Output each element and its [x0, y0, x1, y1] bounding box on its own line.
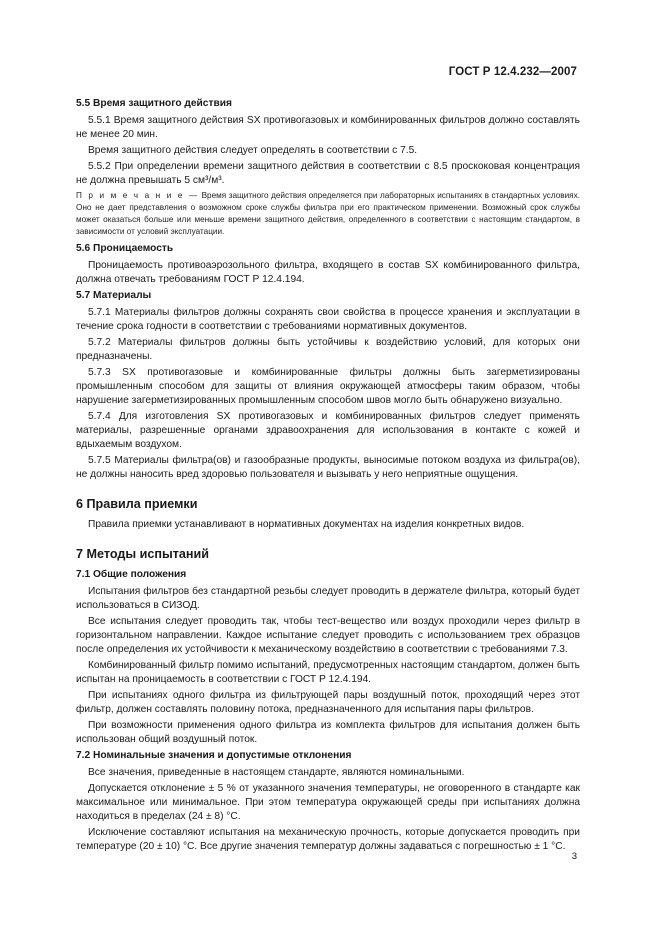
- heading-5-5: 5.5 Время защитного действия: [76, 98, 232, 109]
- heading-7: 7 Методы испытаний: [76, 547, 209, 561]
- document-id-header: ГОСТ Р 12.4.232—2007: [448, 66, 577, 78]
- paragraph-5-7-1: 5.7.1 Материалы фильтров должны сохранять свои свойства в процессе хранения и эксплуатации в течение срока годности в соответствии с требованиями нормативных документов.: [76, 307, 580, 332]
- paragraph-5-6: Проницаемость противоаэрозольного фильтра, входящего в состав SX комбинированного фильтра, должна отвечать требованиям ГОСТ Р 12.4.194.: [76, 260, 580, 285]
- paragraph-7-2-a: Все значения, приведенные в настоящем стандарте, являются номинальными.: [88, 767, 465, 778]
- note-label: П р и м е ч а н и е —: [76, 191, 200, 200]
- paragraph-7-1-b: Все испытания следует проводить так, чтобы тест-вещество или воздух проходили через фильтр в горизонтальном направлении. Каждое испытание следует проводить с использованием трех образцов после определения их устойчивости к механическому воздействию в соответствии с требованиями 7.3.: [76, 616, 580, 655]
- note-text: Время защитного действия определяется при лабораторных испытаниях в стандартных условиях. Оно не дает представления о возможном сроке службы фильтра при его практическом применении. Возможный срок службы может оказаться больше или меньше времени защитного действия, определенного в соответствии с настоящим стандартом, в зависимости от условий эксплуатации.: [76, 191, 580, 236]
- paragraph-7-1-d: При испытаниях одного фильтра из фильтрующей пары воздушный поток, проходящий через этот фильтр, должен составлять половину потока, предназначенного для испытания пары фильтров.: [76, 690, 580, 715]
- paragraph-7-2-c: Исключение составляют испытания на механическую прочность, которые допускается проводить при температуре (20 ± 10) °С. Все другие значения температур должны задаваться с погрешностью ± 1 °С.: [76, 827, 580, 852]
- paragraph-7-1-c: Комбинированный фильтр помимо испытаний, предусмотренных настоящим стандартом, должен быть испытан на проницаемость в соответствии с ГОСТ Р 12.4.194.: [76, 660, 580, 685]
- heading-7-2: 7.2 Номинальные значения и допустимые отклонения: [76, 750, 352, 761]
- heading-5-7: 5.7 Материалы: [76, 290, 152, 301]
- paragraph-5-5-1: 5.5.1 Время защитного действия SX противогазовых и комбинированных фильтров должно составлять не менее 20 мин.: [76, 115, 580, 140]
- paragraph-5-7-4: 5.7.4 Для изготовления SX противогазовых и комбинированных фильтров следует применять материалы, разрешенные органами здравоохранения для использования в контакте с кожей и вдыхаемым воздухом.: [76, 411, 580, 450]
- paragraph-7-1-a: Испытания фильтров без стандартной резьбы следует проводить в держателе фильтра, который будет использоваться в СИЗОД.: [76, 586, 580, 611]
- paragraph-5-7-2: 5.7.2 Материалы фильтров должны быть устойчивы к воздействию условий, для которых они предназначены.: [76, 337, 580, 362]
- paragraph-5-5-2: 5.5.2 При определении времени защитного действия в соответствии с 8.5 проскоковая концентрация не должна превышать 5 см³/м³.: [76, 161, 580, 186]
- heading-5-6: 5.6 Проницаемость: [76, 243, 174, 254]
- paragraph-5-7-3: 5.7.3 SX противогазовые и комбинированные фильтры должны быть загерметизированы промышленным способом для защиты от влияния окружающей атмосферы таким образом, чтобы нарушение загерметизированных промышленным способом швов могло быть обнаружено визуально.: [76, 367, 580, 406]
- paragraph-7-2-b: Допускается отклонение ± 5 % от указанного значения температуры, не оговоренного в стандарте как максимальное или минимальное. При этом температура окружающей среды при испытаниях должна находиться в пределах (24 ± 8) °С.: [76, 783, 580, 822]
- note-5-5: [76, 190, 580, 238]
- page-number: 3: [571, 851, 577, 862]
- heading-6: 6 Правила приемки: [76, 497, 198, 511]
- document-body: [76, 97, 580, 856]
- heading-7-1: 7.1 Общие положения: [76, 569, 187, 580]
- paragraph-6: Правила приемки устанавливают в нормативных документах на изделия конкретных видов.: [88, 519, 525, 530]
- paragraph-7-1-e: При возможности применения одного фильтра из комплекта фильтров для испытания должен быть использован общий воздушный поток.: [76, 720, 580, 745]
- paragraph-5-7-5: 5.7.5 Материалы фильтра(ов) и газообразные продукты, выносимые потоком воздуха из фильтра(ов), не должны наносить вред здоровью пользователя и вызывать у него неприятные ощущения.: [76, 455, 580, 480]
- paragraph-5-5-1b: Время защитного действия следует определять в соответствии с 7.5.: [88, 145, 418, 156]
